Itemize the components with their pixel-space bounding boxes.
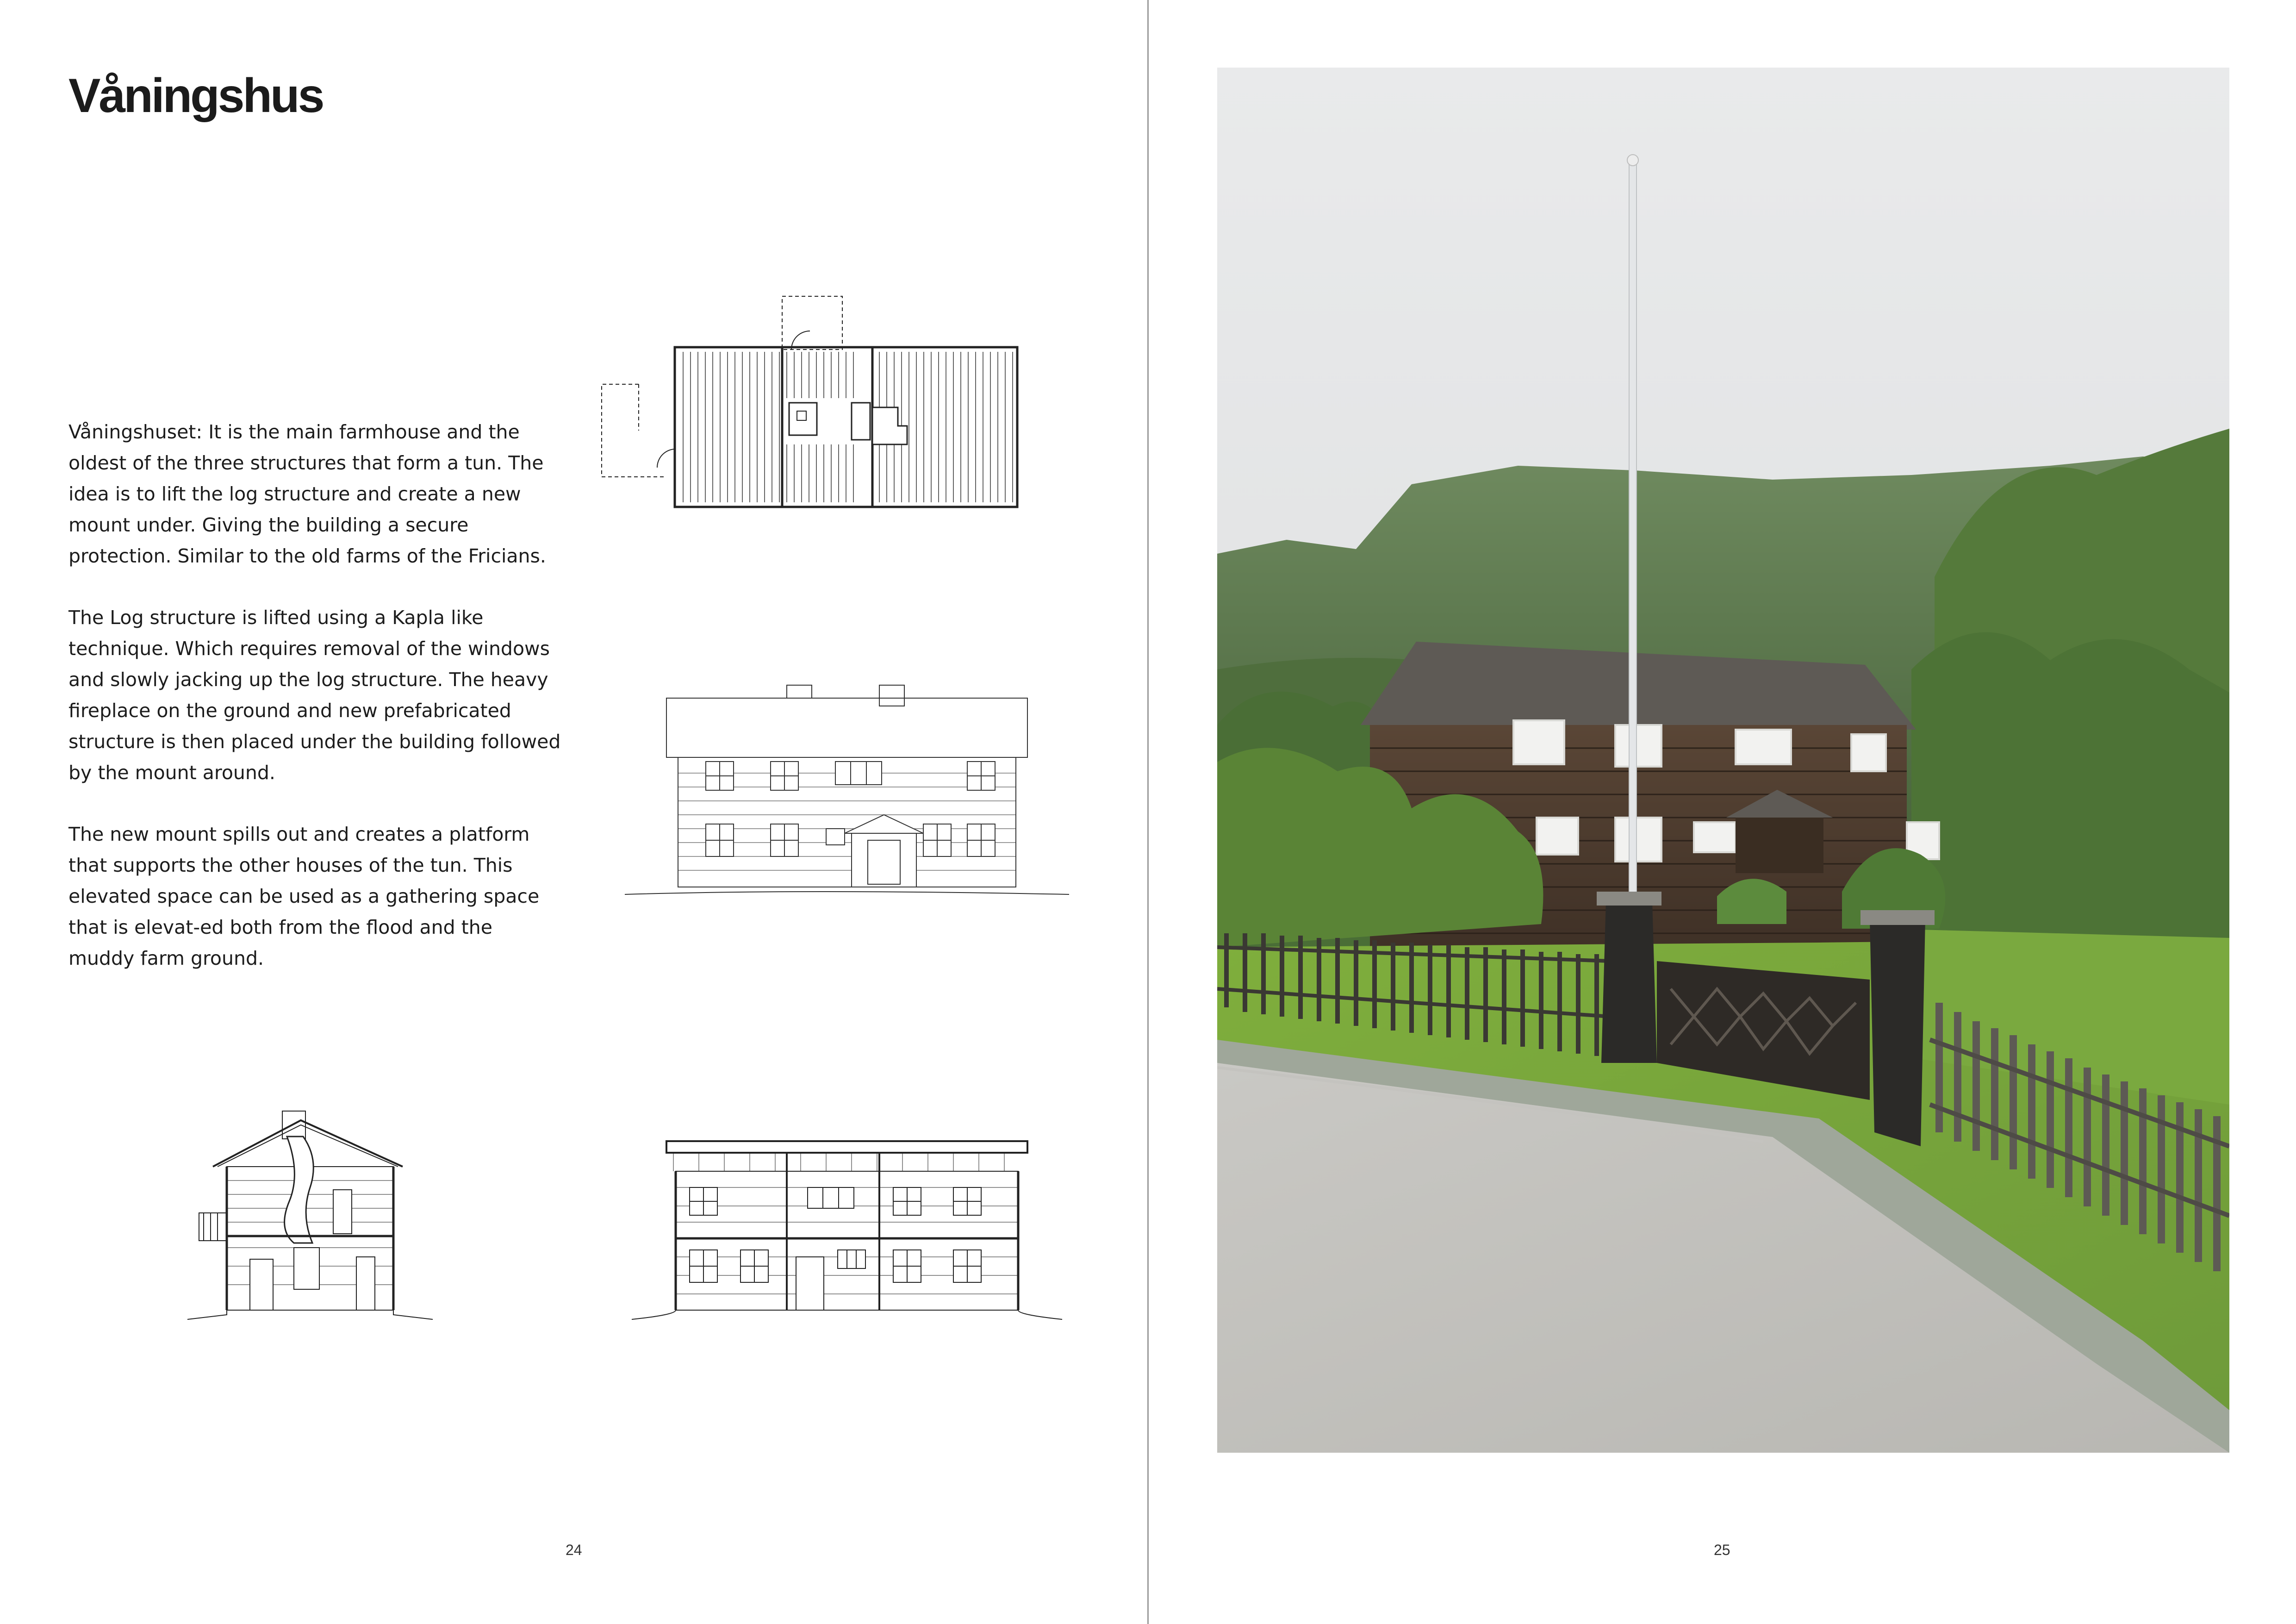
- paragraph-intro: Våningshuset: It is the main farmhouse and the oldest of the three structures that form a tun. The idea is to lift the log structure and create a new mount under. Giving the building a secure protection. Similar to the old farms of the Fricians.: [68, 421, 546, 567]
- farmhouse-photo: [1217, 68, 2229, 1453]
- floor-plan-drawing: [592, 292, 1027, 514]
- long-section-drawing: [629, 1137, 1064, 1326]
- body-text: [68, 417, 564, 1005]
- front-elevation-drawing: [620, 681, 1074, 903]
- paragraph-technique: The Log structure is lifted using a Kapla like technique. Which requires removal of the windows and slowly jacking up the log structure. The heavy fireplace on the ground and new prefabricated structure is then placed under the building followed by the mount around.: [68, 606, 561, 784]
- page-number-right: 25: [1714, 1542, 1730, 1558]
- page-title: Våningshus: [68, 69, 323, 123]
- left-page: [0, 0, 1147, 1624]
- side-section-drawing: [185, 1109, 435, 1326]
- page-number-left: 24: [566, 1542, 582, 1558]
- paragraph-mount: The new mount spills out and creates a platform that supports the other houses of the tun. This elevated space can be used as a gathering space that is elevat-ed both from the flood and the muddy farm ground.: [68, 823, 540, 969]
